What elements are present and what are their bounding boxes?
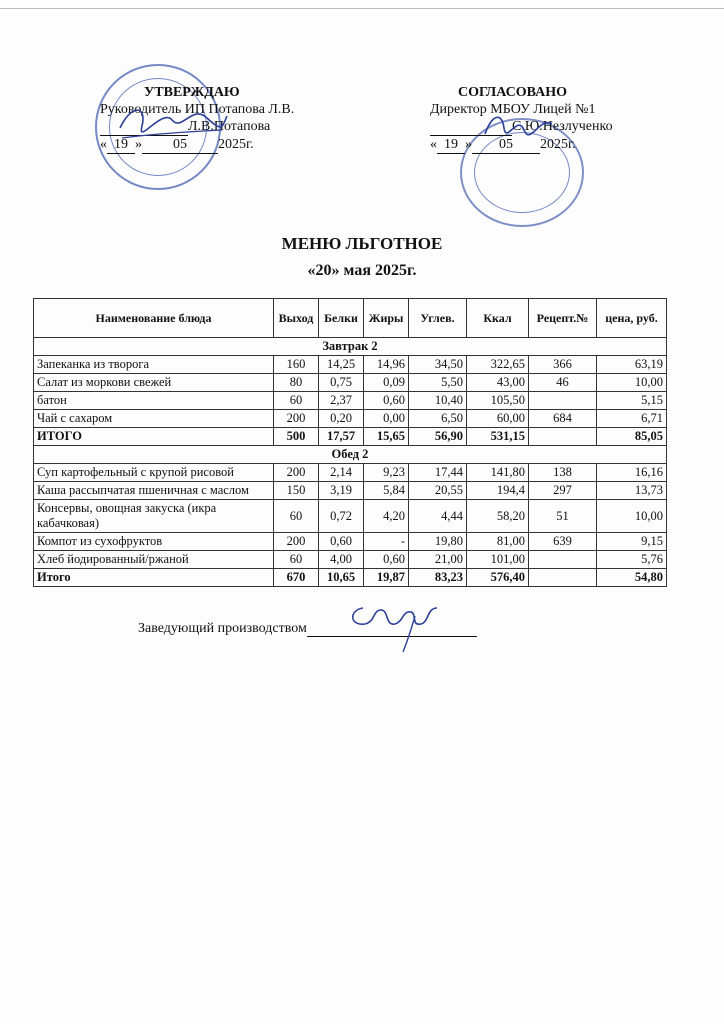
section-row <box>34 446 667 464</box>
cell-dish: Салат из моркови свежей <box>34 374 274 392</box>
date-quote-close: » <box>135 137 142 152</box>
date-quote-close: » <box>465 137 472 152</box>
cell-fat: 0,60 <box>364 392 409 410</box>
cell-kcal: 322,65 <box>467 356 529 374</box>
cell-kcal: 141,80 <box>467 464 529 482</box>
cell-output: 80 <box>274 374 319 392</box>
section-title: Обед 2 <box>34 446 667 464</box>
cell-price: 10,00 <box>597 374 667 392</box>
cell-dish: Чай с сахаром <box>34 410 274 428</box>
cell-fat: 0,09 <box>364 374 409 392</box>
cell-kcal: 81,00 <box>467 533 529 551</box>
cell-carbs: 83,23 <box>409 569 467 587</box>
cell-dish: Запеканка из творога <box>34 356 274 374</box>
cell-recipe <box>529 569 597 587</box>
total-row <box>34 569 667 587</box>
section-title: Завтрак 2 <box>34 338 667 356</box>
table-row <box>34 410 667 428</box>
cell-recipe: 138 <box>529 464 597 482</box>
cell-protein: 14,25 <box>319 356 364 374</box>
document-title: МЕНЮ ЛЬГОТНОЕ <box>281 234 443 253</box>
cell-protein: 0,20 <box>319 410 364 428</box>
column-header-price: цена, руб. <box>597 299 667 338</box>
cell-dish: Компот из сухофруктов <box>34 533 274 551</box>
agreement-date-day: 19 <box>437 136 465 154</box>
cell-price: 5,15 <box>597 392 667 410</box>
section-row <box>34 338 667 356</box>
cell-price: 54,80 <box>597 569 667 587</box>
agreement-date-year: 2025г. <box>540 137 576 152</box>
cell-carbs: 4,44 <box>409 500 467 533</box>
approval-signer-position: Руководитель ИП Потапова Л.В. <box>100 102 295 117</box>
approval-date-year: 2025г. <box>218 137 254 152</box>
cell-price: 85,05 <box>597 428 667 446</box>
agreement-date-month: 05 <box>472 136 540 154</box>
cell-dish: батон <box>34 392 274 410</box>
cell-fat: 15,65 <box>364 428 409 446</box>
cell-recipe: 639 <box>529 533 597 551</box>
agreement-handwritten-signature <box>480 106 560 146</box>
cell-dish: Итого <box>34 569 274 587</box>
cell-carbs: 17,44 <box>409 464 467 482</box>
cell-carbs: 34,50 <box>409 356 467 374</box>
cell-fat: 4,20 <box>364 500 409 533</box>
menu-table-body <box>34 338 667 587</box>
cell-output: 60 <box>274 500 319 533</box>
cell-kcal: 58,20 <box>467 500 529 533</box>
approval-handwritten-signature <box>112 98 232 148</box>
column-header-dish: Наименование блюда <box>34 299 274 338</box>
table-row <box>34 482 667 500</box>
cell-dish: Каша рассыпчатая пшеничная с маслом <box>34 482 274 500</box>
cell-price: 13,73 <box>597 482 667 500</box>
table-row <box>34 356 667 374</box>
cell-output: 60 <box>274 392 319 410</box>
cell-recipe <box>529 392 597 410</box>
cell-kcal: 105,50 <box>467 392 529 410</box>
cell-price: 9,15 <box>597 533 667 551</box>
cell-carbs: 21,00 <box>409 551 467 569</box>
cell-kcal: 194,4 <box>467 482 529 500</box>
column-header-protein: Белки <box>319 299 364 338</box>
date-quote-open: « <box>100 137 107 152</box>
cell-output: 150 <box>274 482 319 500</box>
cell-price: 63,19 <box>597 356 667 374</box>
cell-carbs: 6,50 <box>409 410 467 428</box>
table-header-row <box>34 299 667 338</box>
document-date: «20» мая 2025г. <box>307 262 417 279</box>
cell-recipe <box>529 428 597 446</box>
table-row <box>34 374 667 392</box>
cell-protein: 0,75 <box>319 374 364 392</box>
cell-output: 670 <box>274 569 319 587</box>
cell-output: 200 <box>274 410 319 428</box>
footer-label: Заведующий производством <box>138 621 307 636</box>
table-row <box>34 500 667 533</box>
cell-fat: 0,00 <box>364 410 409 428</box>
table-row <box>34 464 667 482</box>
cell-kcal: 531,15 <box>467 428 529 446</box>
cell-output: 200 <box>274 464 319 482</box>
cell-protein: 3,19 <box>319 482 364 500</box>
table-row <box>34 551 667 569</box>
cell-protein: 0,72 <box>319 500 364 533</box>
cell-fat: - <box>364 533 409 551</box>
cell-output: 500 <box>274 428 319 446</box>
cell-kcal: 43,00 <box>467 374 529 392</box>
cell-dish: ИТОГО <box>34 428 274 446</box>
approval-signer-name: Л.В.Потапова <box>188 119 271 134</box>
cell-output: 200 <box>274 533 319 551</box>
cell-protein: 0,60 <box>319 533 364 551</box>
agreement-signer-position: Директор МБОУ Лицей №1 <box>430 102 596 117</box>
cell-recipe: 684 <box>529 410 597 428</box>
cell-kcal: 576,40 <box>467 569 529 587</box>
cell-kcal: 60,00 <box>467 410 529 428</box>
approval-date-month: 05 <box>142 136 218 154</box>
cell-dish: Хлеб йодированный/ржаной <box>34 551 274 569</box>
cell-carbs: 5,50 <box>409 374 467 392</box>
cell-fat: 5,84 <box>364 482 409 500</box>
page-top-edge <box>0 8 724 9</box>
column-header-recipe: Рецепт.№ <box>529 299 597 338</box>
cell-dish: Консервы, овощная закуска (икра кабачковая) <box>34 500 274 533</box>
cell-protein: 4,00 <box>319 551 364 569</box>
approval-title: УТВЕРЖДАЮ <box>144 85 240 100</box>
total-row <box>34 428 667 446</box>
cell-dish: Суп картофельный с крупой рисовой <box>34 464 274 482</box>
cell-protein: 2,37 <box>319 392 364 410</box>
cell-fat: 0,60 <box>364 551 409 569</box>
cell-recipe: 297 <box>529 482 597 500</box>
approval-date-day: 19 <box>107 136 135 154</box>
cell-recipe: 366 <box>529 356 597 374</box>
agreement-signer-name: С.Ю.Незлученко <box>512 119 613 134</box>
cell-price: 5,76 <box>597 551 667 569</box>
cell-recipe <box>529 551 597 569</box>
cell-protein: 2,14 <box>319 464 364 482</box>
cell-output: 60 <box>274 551 319 569</box>
cell-price: 10,00 <box>597 500 667 533</box>
cell-carbs: 20,55 <box>409 482 467 500</box>
cell-price: 16,16 <box>597 464 667 482</box>
cell-carbs: 10,40 <box>409 392 467 410</box>
cell-fat: 9,23 <box>364 464 409 482</box>
menu-table <box>33 298 667 587</box>
cell-carbs: 19,80 <box>409 533 467 551</box>
footer-handwritten-signature <box>345 596 450 656</box>
column-header-output: Выход <box>274 299 319 338</box>
table-row <box>34 533 667 551</box>
column-header-fat: Жиры <box>364 299 409 338</box>
cell-output: 160 <box>274 356 319 374</box>
column-header-carbs: Углев. <box>409 299 467 338</box>
cell-protein: 17,57 <box>319 428 364 446</box>
column-header-kcal: Ккал <box>467 299 529 338</box>
table-row <box>34 392 667 410</box>
date-quote-open: « <box>430 137 437 152</box>
agreement-title: СОГЛАСОВАНО <box>458 85 567 100</box>
cell-carbs: 56,90 <box>409 428 467 446</box>
cell-price: 6,71 <box>597 410 667 428</box>
cell-protein: 10,65 <box>319 569 364 587</box>
cell-recipe: 46 <box>529 374 597 392</box>
cell-fat: 14,96 <box>364 356 409 374</box>
cell-recipe: 51 <box>529 500 597 533</box>
cell-fat: 19,87 <box>364 569 409 587</box>
cell-kcal: 101,00 <box>467 551 529 569</box>
